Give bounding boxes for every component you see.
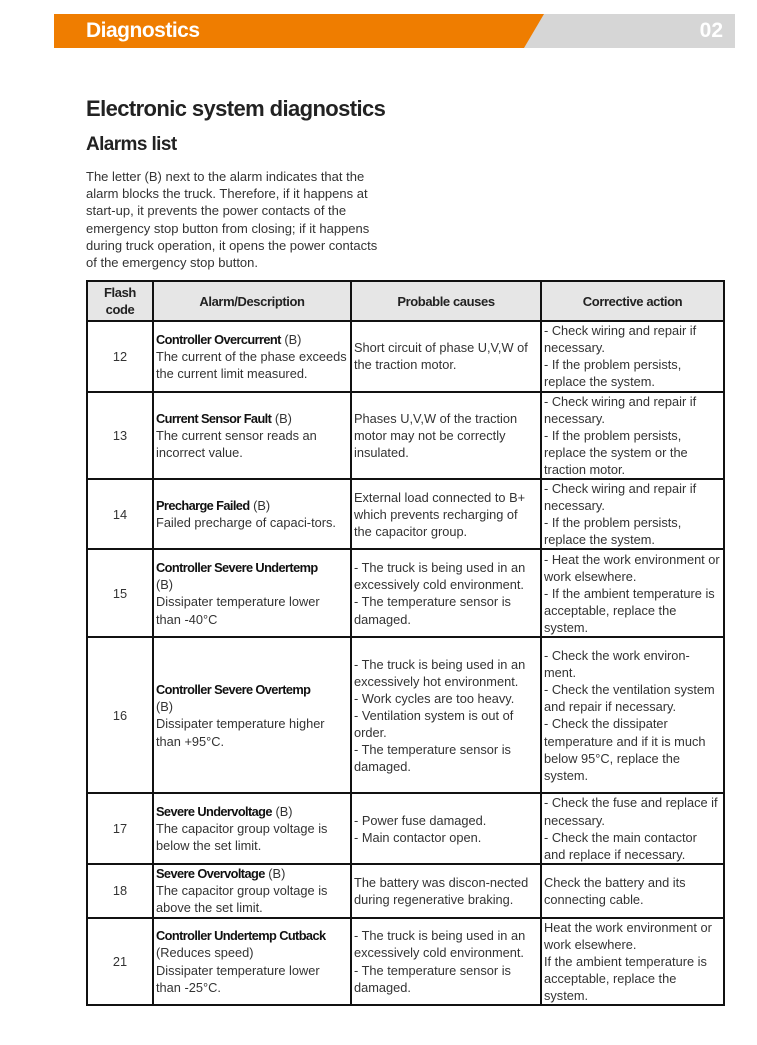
table-header-row bbox=[87, 281, 724, 321]
flash-code-cell bbox=[87, 918, 153, 1005]
flash-code-cell bbox=[87, 793, 153, 863]
flash-code: 12 bbox=[112, 348, 128, 364]
probable-causes-cell bbox=[351, 321, 541, 391]
probable-causes-cell bbox=[351, 637, 541, 793]
alarm-description: Dissipater temperature lower than -25°C. bbox=[156, 962, 320, 995]
alarm-name: Current Sensor Fault bbox=[156, 410, 272, 426]
probable-cause: - The temperature sensor is damaged. bbox=[354, 594, 511, 627]
page-heading: Electronic system diagnostics bbox=[86, 96, 386, 121]
alarm-name: Controller Severe Undertemp bbox=[156, 560, 318, 576]
alarms-table bbox=[86, 280, 725, 1006]
corrective-action: - Check the fuse and replace if necessary. bbox=[544, 795, 718, 828]
probable-cause: - Ventilation system is out of order. bbox=[354, 707, 514, 740]
corrective-action: - Check the ventilation system and repair if necessary. bbox=[544, 682, 715, 715]
alarm-tag: (B) bbox=[156, 577, 174, 593]
alarm-tag: (B) bbox=[280, 331, 302, 347]
flash-code-cell bbox=[87, 637, 153, 793]
alarm-description-cell bbox=[153, 793, 351, 863]
alarm-description: Failed precharge of capaci-tors. bbox=[156, 515, 336, 531]
flash-code-cell bbox=[87, 392, 153, 479]
table-row bbox=[87, 549, 724, 637]
corrective-action: - If the problem persists, replace the system. bbox=[544, 357, 682, 390]
page-number: 02 bbox=[699, 19, 723, 42]
probable-cause: - Main contactor open. bbox=[354, 829, 482, 845]
probable-causes-cell bbox=[351, 793, 541, 863]
alarms-table-body bbox=[87, 321, 724, 1005]
corrective-action: If the ambient temperature is acceptable, replace the system. bbox=[544, 953, 707, 1004]
corrective-action-cell bbox=[541, 479, 724, 549]
probable-causes-cell bbox=[351, 479, 541, 549]
flash-code-cell bbox=[87, 479, 153, 549]
alarm-name: Severe Overvoltage bbox=[156, 866, 265, 882]
corrective-action: - Check the main contactor and replace if necessary. bbox=[544, 829, 697, 862]
flash-code: 15 bbox=[112, 585, 128, 601]
flash-code: 13 bbox=[112, 427, 128, 443]
alarm-description-cell bbox=[153, 321, 351, 391]
corrective-action-cell bbox=[541, 864, 724, 918]
corrective-action: - If the ambient temperature is acceptable, replace the system. bbox=[544, 585, 715, 636]
probable-cause: - The temperature sensor is damaged. bbox=[354, 962, 511, 995]
corrective-action-cell bbox=[541, 637, 724, 793]
table-row bbox=[87, 864, 724, 918]
alarm-description: The current of the phase exceeds the current limit measured. bbox=[156, 348, 347, 381]
table-row bbox=[87, 392, 724, 479]
probable-causes-cell bbox=[351, 918, 541, 1005]
alarm-description: The current sensor reads an incorrect value. bbox=[156, 427, 317, 460]
alarm-name: Precharge Failed bbox=[156, 498, 250, 514]
corrective-action-cell bbox=[541, 918, 724, 1005]
alarm-description-cell bbox=[153, 864, 351, 918]
alarm-tag: (B) bbox=[271, 410, 292, 426]
section-title: Diagnostics bbox=[86, 19, 200, 42]
section-header bbox=[54, 14, 735, 48]
column-header-flash-code: Flash code bbox=[87, 281, 153, 321]
probable-cause: Short circuit of phase U,V,W of the traction motor. bbox=[354, 340, 528, 373]
corrective-action: - If the problem persists, replace the system or the traction motor. bbox=[544, 427, 688, 477]
flash-code: 17 bbox=[112, 821, 128, 837]
flash-code: 21 bbox=[112, 953, 128, 969]
alarm-tag: (B) bbox=[156, 699, 174, 715]
corrective-action-cell bbox=[541, 549, 724, 637]
column-header-action: Corrective action bbox=[541, 281, 724, 321]
flash-code-cell bbox=[87, 549, 153, 637]
corrective-action: - Heat the work environment or work elsewhere. bbox=[544, 551, 720, 584]
corrective-action: - If the problem persists, replace the system. bbox=[544, 515, 682, 548]
alarm-tag: (B) bbox=[264, 866, 286, 882]
alarm-description: The capacitor group voltage is above the set limit. bbox=[156, 883, 328, 916]
alarm-tag: (B) bbox=[271, 803, 293, 819]
alarm-description-cell bbox=[153, 918, 351, 1005]
corrective-action: Check the battery and its connecting cable. bbox=[544, 874, 686, 907]
table-row bbox=[87, 918, 724, 1005]
table-row bbox=[87, 637, 724, 793]
alarm-description-cell bbox=[153, 479, 351, 549]
table-row bbox=[87, 321, 724, 391]
flash-code: 14 bbox=[112, 506, 128, 522]
probable-cause: The battery was discon-nected during regenerative braking. bbox=[354, 874, 529, 907]
probable-cause: External load connected to B+ which prevents recharging of the capacitor group. bbox=[354, 489, 526, 539]
corrective-action: - Check wiring and repair if necessary. bbox=[544, 323, 697, 356]
alarm-description: The capacitor group voltage is below the set limit. bbox=[156, 821, 328, 854]
corrective-action-cell bbox=[541, 793, 724, 863]
page-subheading: Alarms list bbox=[86, 134, 177, 155]
alarm-name: Controller Overcurrent bbox=[156, 331, 281, 347]
probable-cause: - The temperature sensor is damaged. bbox=[354, 742, 511, 775]
probable-cause: Phases U,V,W of the traction motor may not be correctly insulated. bbox=[354, 410, 518, 460]
corrective-action: - Check wiring and repair if necessary. bbox=[544, 393, 697, 426]
flash-code-cell bbox=[87, 864, 153, 918]
alarm-description-cell bbox=[153, 392, 351, 479]
corrective-action: - Check wiring and repair if necessary. bbox=[544, 481, 697, 514]
alarm-description: Dissipater temperature lower than -40°C bbox=[156, 594, 320, 627]
flash-code: 18 bbox=[112, 883, 128, 899]
probable-causes-cell bbox=[351, 392, 541, 479]
alarm-tag: (Reduces speed) bbox=[156, 945, 254, 961]
alarm-name: Controller Severe Overtemp bbox=[156, 682, 311, 698]
corrective-action: - Check the work environ-ment. bbox=[544, 648, 690, 681]
intro-paragraph: The letter (B) next to the alarm indicates that the alarm blocks the truck. Therefore, if it happens at start-up, it prevents the power contacts of the emergency stop button from closing; if it happens during truck operation, it opens the power contacts of the emergency stop button. bbox=[86, 169, 378, 271]
probable-cause: - The truck is being used in an excessively hot environment. bbox=[354, 656, 526, 689]
alarm-tag: (B) bbox=[249, 498, 271, 514]
probable-causes-cell bbox=[351, 864, 541, 918]
probable-causes-cell bbox=[351, 549, 541, 637]
corrective-action-cell bbox=[541, 392, 724, 479]
probable-cause: - The truck is being used in an excessively cold environment. bbox=[354, 560, 526, 593]
probable-cause: - Work cycles are too heavy. bbox=[354, 690, 515, 706]
alarm-name: Severe Undervoltage bbox=[156, 803, 272, 819]
table-row bbox=[87, 793, 724, 863]
corrective-action: Heat the work environment or work elsewhere. bbox=[544, 919, 712, 952]
alarm-description-cell bbox=[153, 549, 351, 637]
probable-cause: - The truck is being used in an excessively cold environment. bbox=[354, 928, 526, 961]
alarm-description: Dissipater temperature higher than +95°C. bbox=[156, 716, 325, 749]
column-header-causes: Probable causes bbox=[351, 281, 541, 321]
flash-code: 16 bbox=[112, 707, 128, 723]
corrective-action-cell bbox=[541, 321, 724, 391]
table-row bbox=[87, 479, 724, 549]
flash-code-cell bbox=[87, 321, 153, 391]
probable-cause: - Power fuse damaged. bbox=[354, 812, 487, 828]
corrective-action: - Check the dissipater temperature and if it is much below 95°C, replace the system. bbox=[544, 716, 706, 783]
column-header-alarm: Alarm/Description bbox=[153, 281, 351, 321]
alarm-name: Controller Undertemp Cutback bbox=[156, 928, 326, 944]
alarm-description-cell bbox=[153, 637, 351, 793]
